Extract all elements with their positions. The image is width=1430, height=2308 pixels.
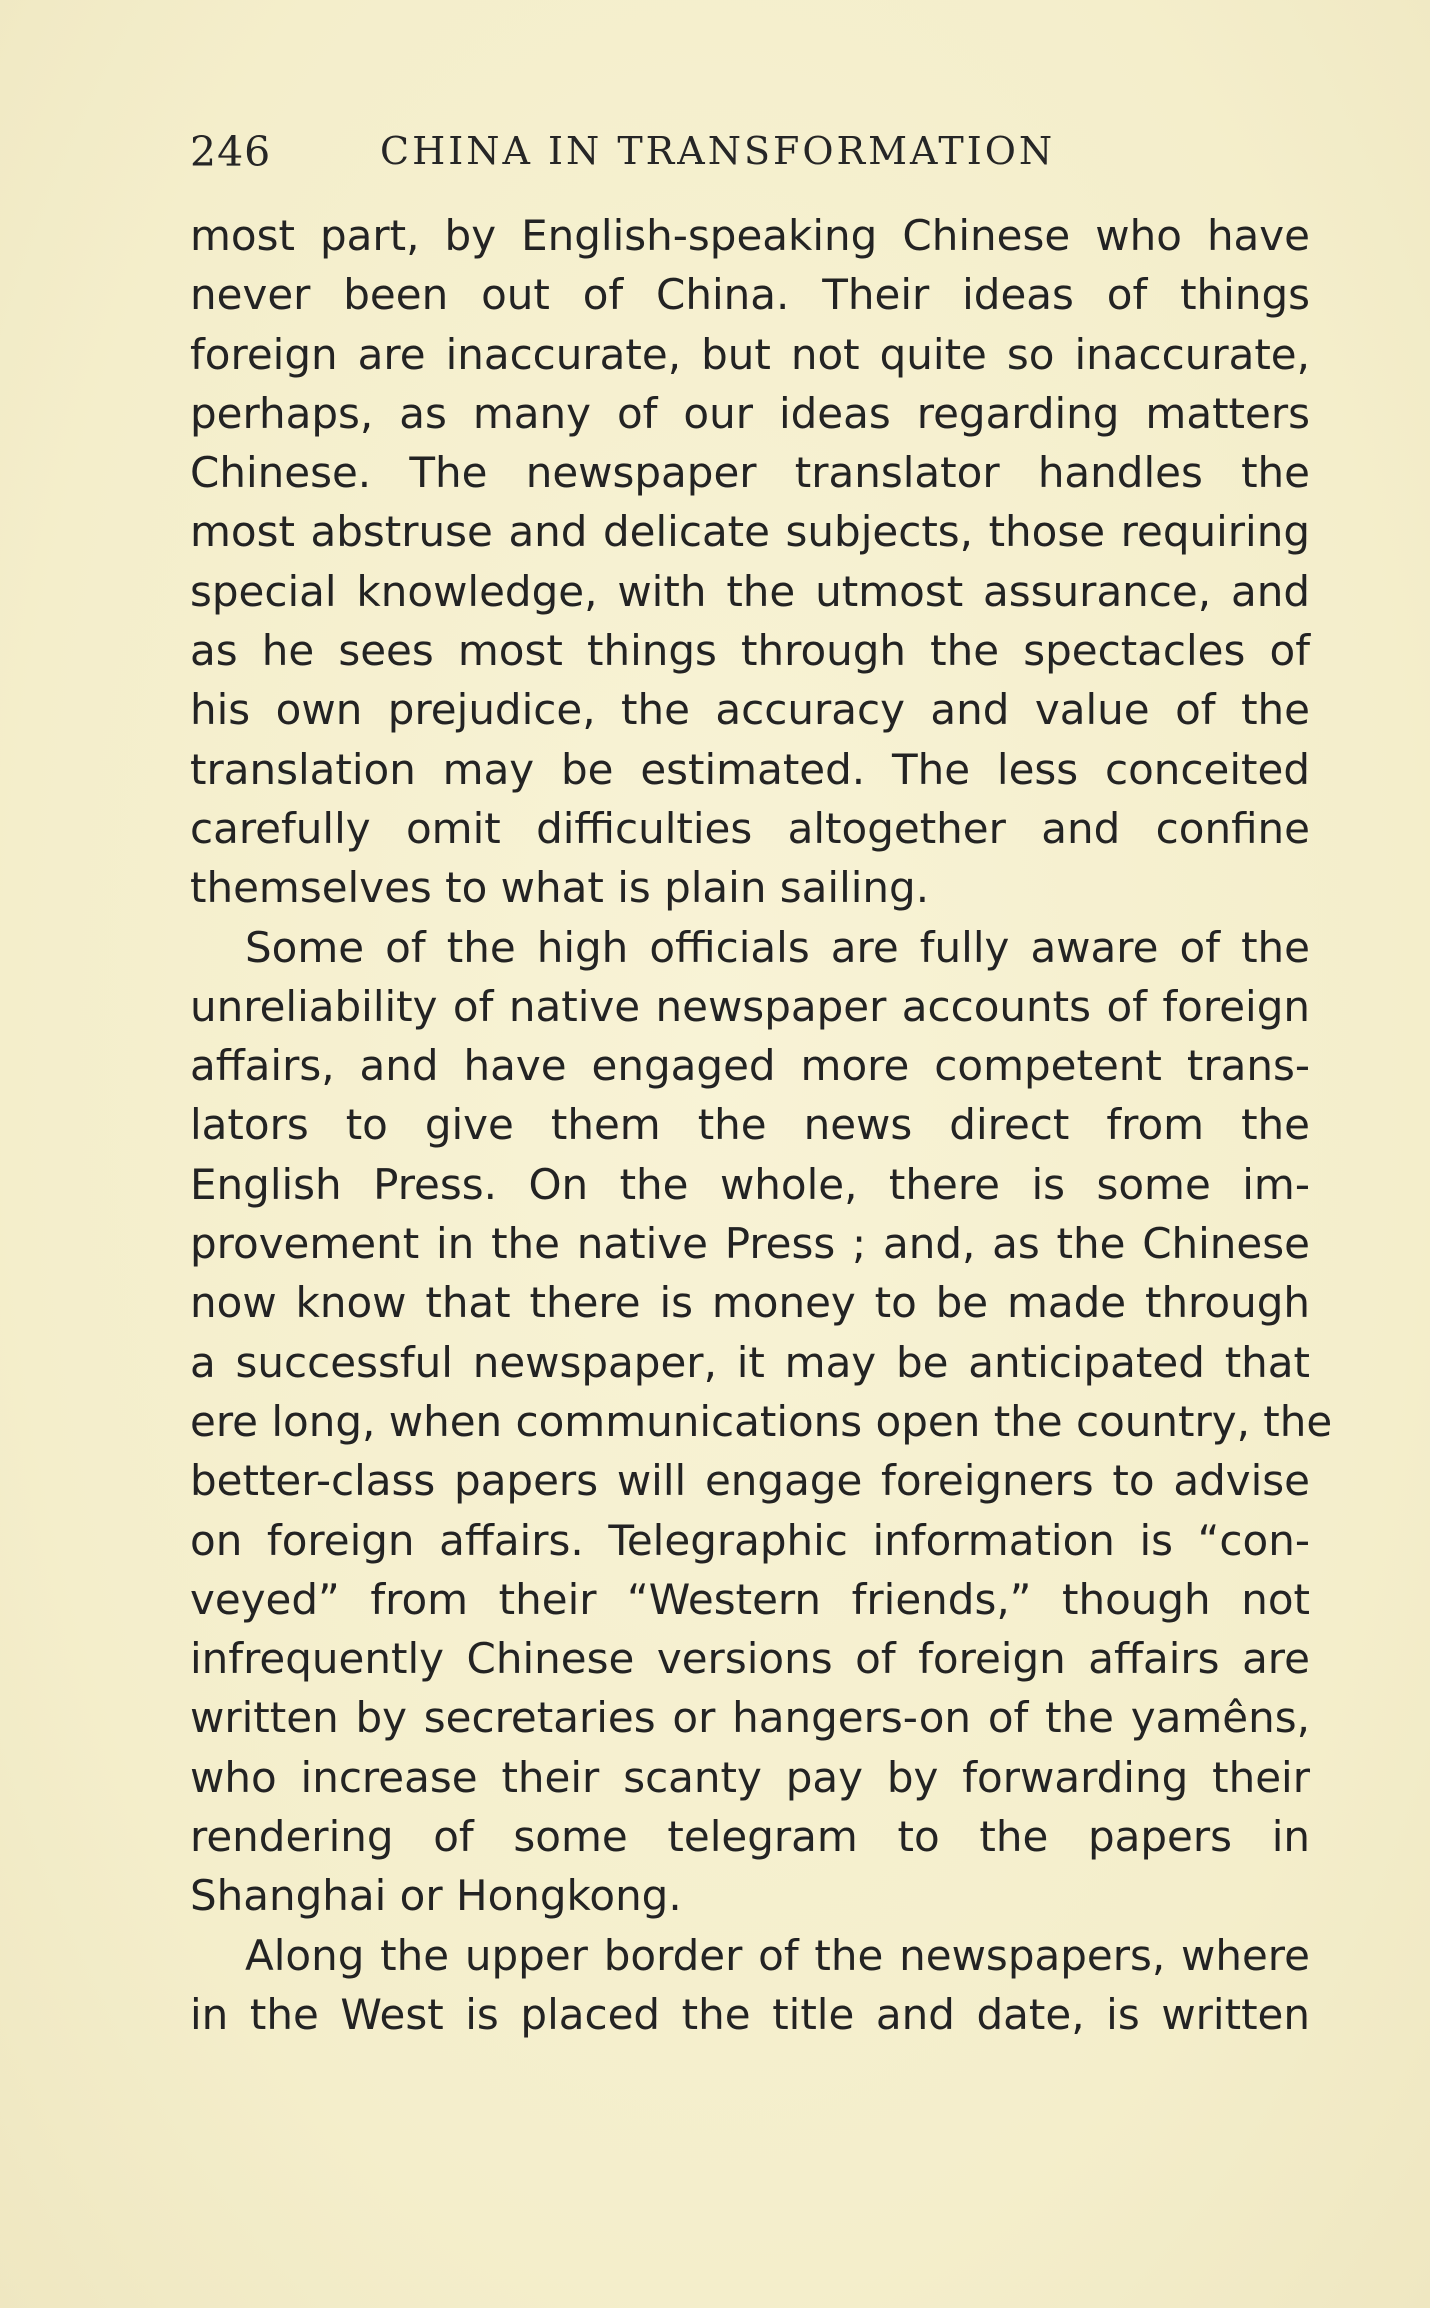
page-number: 246 [190, 128, 272, 176]
text-line: now know that there is money to be made through [190, 1278, 1310, 1328]
text-line: affairs, and have engaged more competent trans- [190, 1041, 1310, 1091]
text-line: most part, by English-speaking Chinese who have [190, 211, 1310, 260]
text-line: on foreign affairs. Telegraphic information is “con- [190, 1515, 1310, 1565]
text-line: rendering of some telegram to the papers in [190, 1812, 1310, 1862]
text-line: veyed” from their “Western friends,” though not [190, 1574, 1310, 1624]
running-title: CHINA IN TRANSFORMATION [380, 129, 1056, 173]
text-line: most abstruse and delicate subjects, those requiring [190, 507, 1310, 557]
text-line: special knowledge, with the utmost assurance, and [190, 566, 1310, 616]
page-header [190, 128, 1310, 188]
text-line: foreign are inaccurate, but not quite so inaccurate, [190, 329, 1310, 379]
text-line: ere long, when communications open the country, the [190, 1396, 1333, 1446]
text-line: Along the upper border of the newspapers, where [245, 1930, 1310, 1980]
text-line: who increase their scanty pay by forwarding their [190, 1752, 1310, 1802]
text-line: unreliability of native newspaper accounts of foreign [190, 981, 1310, 1031]
text-line: themselves to what is plain sailing. [190, 863, 930, 913]
text-line: English Press. On the whole, there is some im- [190, 1159, 1310, 1209]
text-line: his own prejudice, the accuracy and value of the [190, 685, 1310, 735]
text-line: provement in the native Press ; and, as the Chinese [190, 1219, 1310, 1269]
text-line: in the West is placed the title and date, is written [190, 1989, 1310, 2039]
text-line: never been out of China. Their ideas of things [190, 270, 1310, 320]
text-line: Shanghai or Hongkong. [190, 1871, 682, 1921]
text-line: Some of the high officials are fully aware of the [245, 922, 1310, 972]
text-line: written by secretaries or hangers-on of the yamêns, [190, 1693, 1310, 1743]
text-line: as he sees most things through the spectacles of [190, 626, 1310, 676]
text-line: infrequently Chinese versions of foreign affairs are [190, 1634, 1310, 1684]
text-line: a successful newspaper, it may be anticipated that [190, 1337, 1310, 1387]
text-line: carefully omit difficulties altogether and confine [190, 803, 1310, 853]
text-line: Chinese. The newspaper translator handles the [190, 448, 1310, 498]
text-line: better-class papers will engage foreigners to advise [190, 1456, 1310, 1506]
text-line: translation may be estimated. The less conceited [190, 744, 1310, 794]
text-line: perhaps, as many of our ideas regarding matters [190, 388, 1310, 438]
text-line: lators to give them the news direct from the [190, 1100, 1310, 1150]
body-text [190, 206, 1333, 2044]
